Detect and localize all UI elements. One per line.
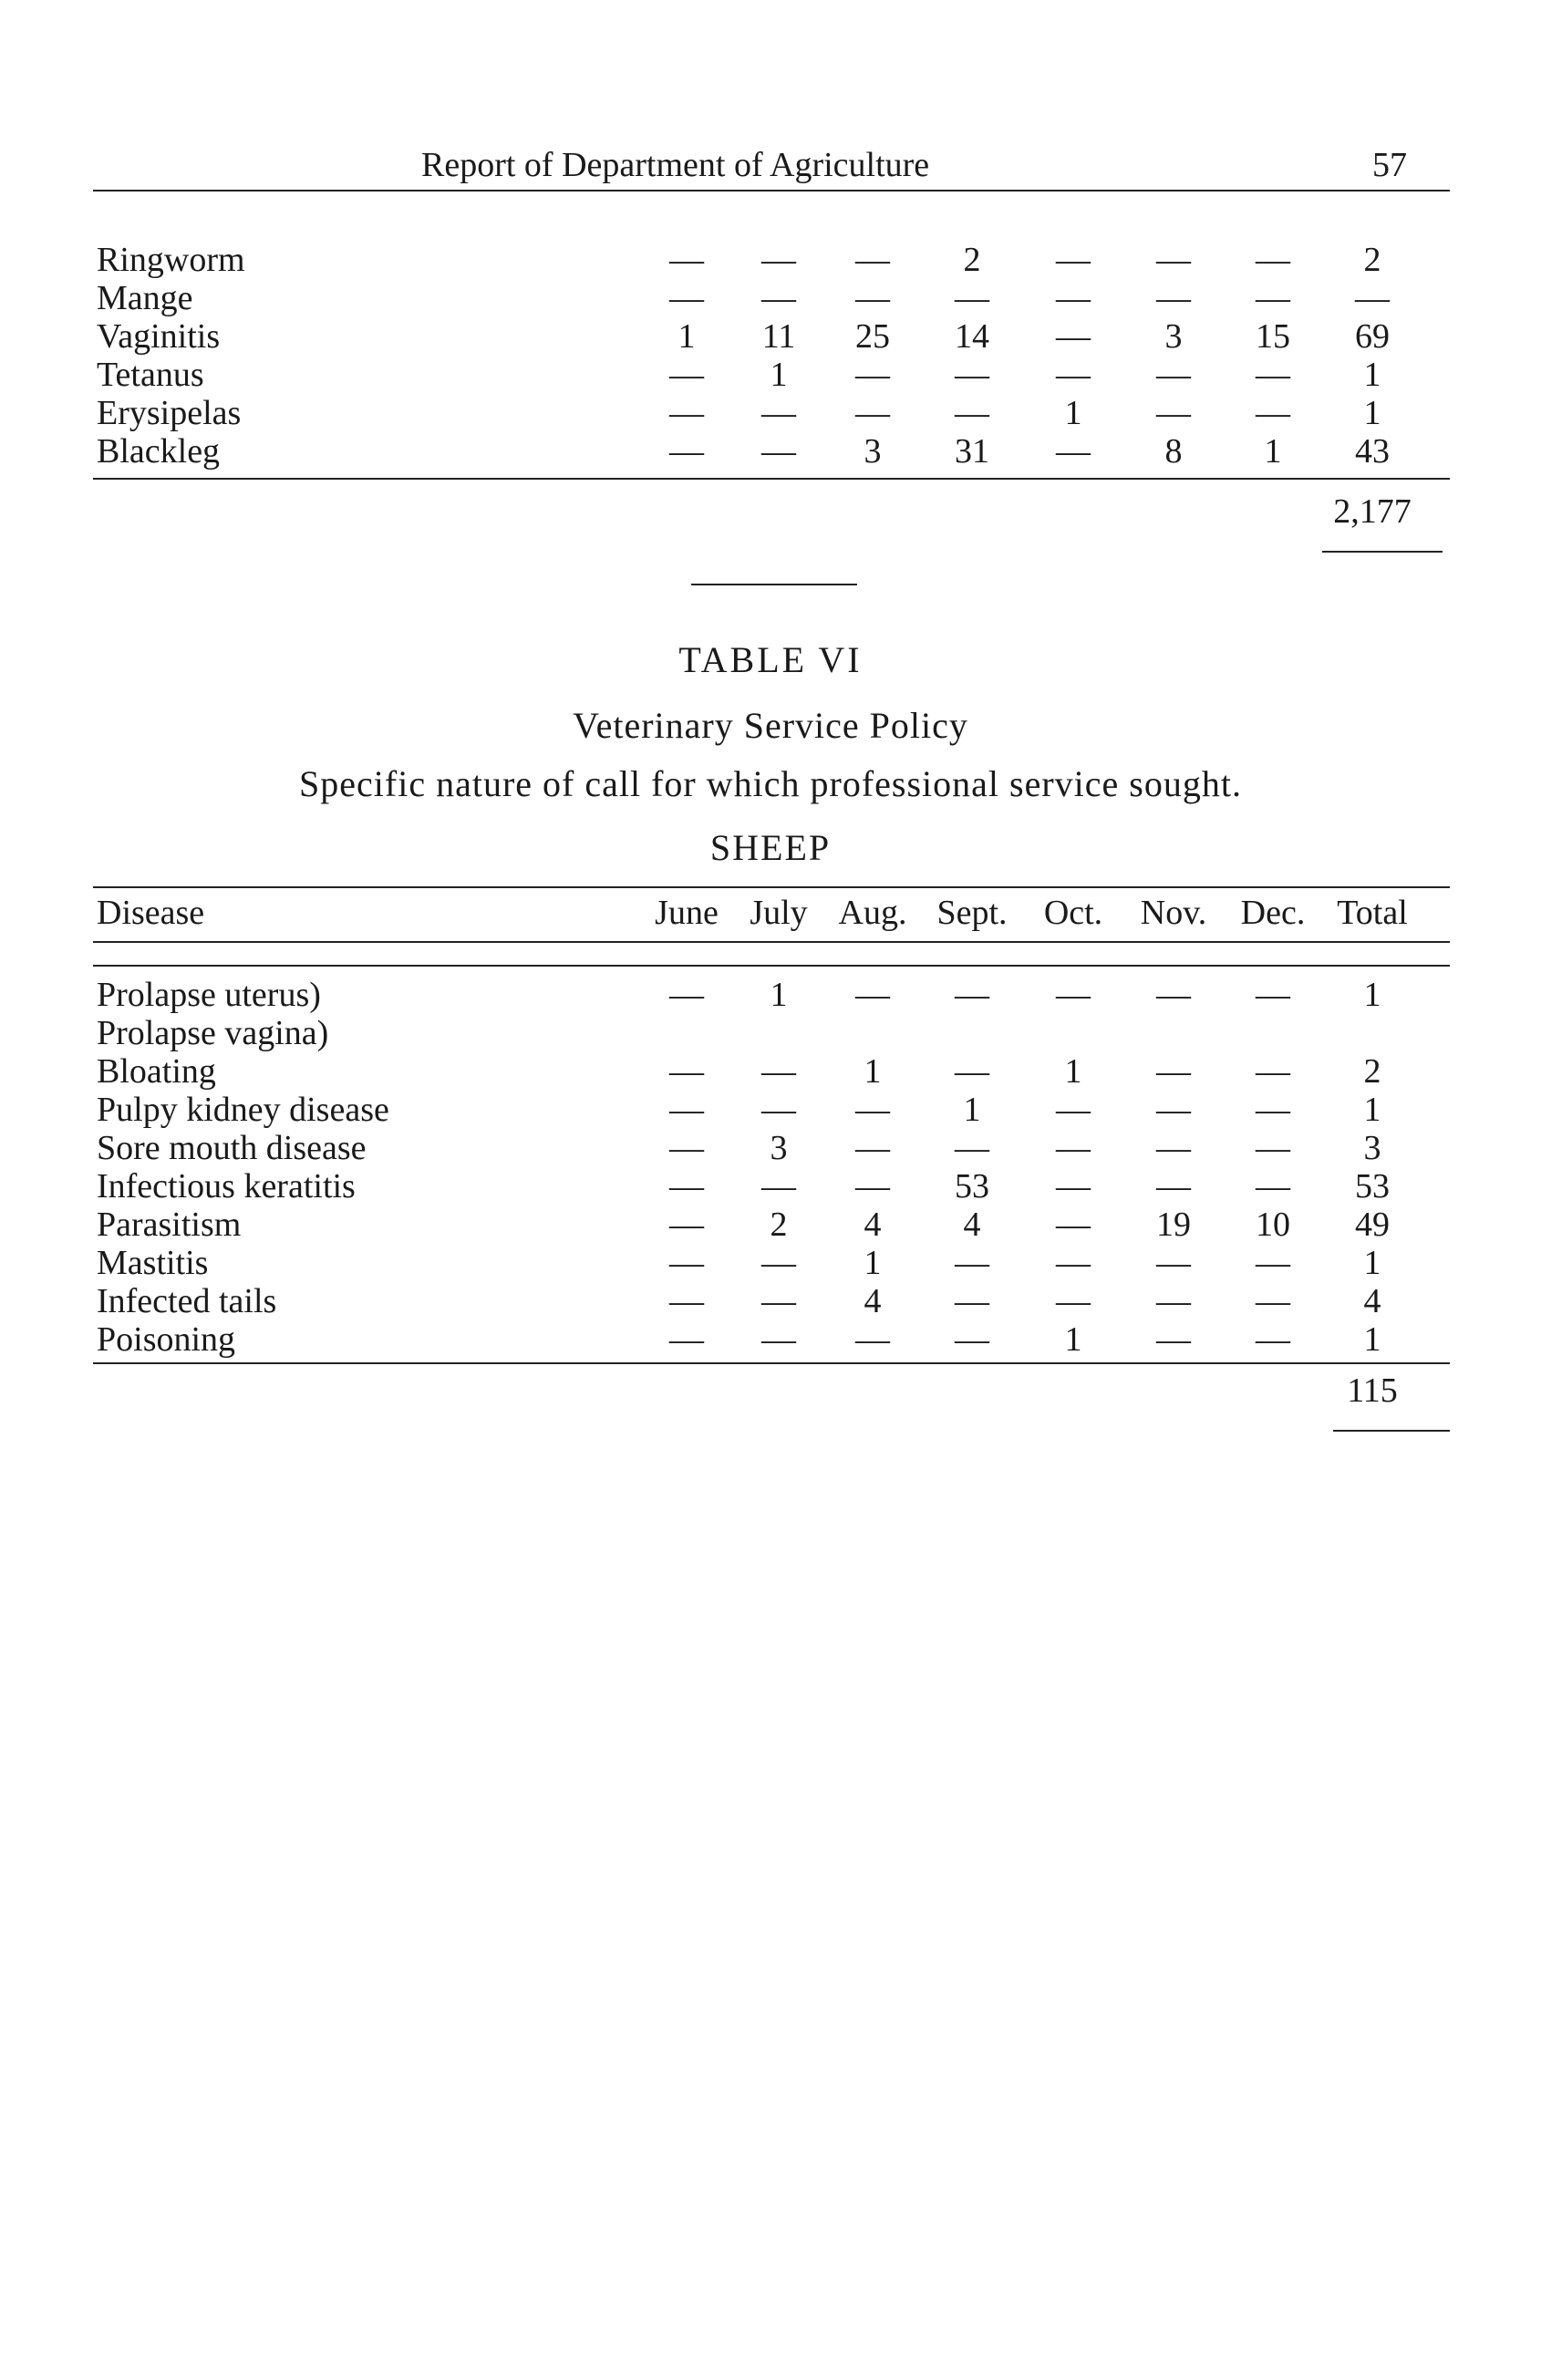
- continued-row-cell: 2: [963, 241, 981, 279]
- continued-row-cell: —: [855, 241, 890, 279]
- sheep-row-cell: 49: [1355, 1206, 1390, 1244]
- sheep-row-cell: 1: [1064, 1052, 1082, 1091]
- sheep-row-cell: 1: [1064, 1320, 1082, 1359]
- sheep-row-cell: 3: [1363, 1129, 1381, 1167]
- sheep-row-cell: —: [1256, 1091, 1290, 1129]
- sheep-row-cell: —: [955, 1320, 989, 1359]
- sheep-row-cell: —: [1256, 1320, 1290, 1359]
- continued-row-cell: —: [1156, 394, 1191, 432]
- sheep-row-cell: 2: [770, 1206, 788, 1244]
- continued-row-cell: —: [1256, 394, 1290, 432]
- continued-row-cell: —: [669, 279, 704, 317]
- sheep-row-cell: —: [1056, 1244, 1091, 1282]
- sheep-row-cell: —: [1056, 1091, 1091, 1129]
- sheep-row-cell: —: [761, 1320, 796, 1359]
- sheep-row-cell: —: [669, 1052, 704, 1091]
- continued-row-label: Tetanus: [97, 356, 204, 394]
- continued-row-cell: 1: [1363, 356, 1381, 394]
- column-header-disease: Disease: [97, 894, 205, 932]
- continued-row-cell: —: [1256, 356, 1290, 394]
- sheep-row-cell: —: [1256, 1129, 1290, 1167]
- sheep-row-cell: 4: [1363, 1282, 1381, 1320]
- column-header-month: Sept.: [936, 894, 1008, 932]
- sheep-row-cell: —: [855, 1167, 890, 1206]
- sheep-row-cell: —: [669, 976, 704, 1014]
- sheep-row-cell: —: [1156, 1052, 1191, 1091]
- sheep-row-label: Parasitism: [97, 1206, 242, 1244]
- continued-row-label: Mange: [97, 279, 193, 317]
- running-header-title: Report of Department of Agriculture: [421, 146, 930, 184]
- continued-row-cell: —: [1156, 279, 1191, 317]
- continued-row-cell: —: [1056, 279, 1091, 317]
- sheep-row-cell: 1: [1363, 1320, 1381, 1359]
- sheep-row-cell: —: [1156, 1244, 1191, 1282]
- column-header-month: Nov.: [1140, 894, 1207, 932]
- continued-row-label: Erysipelas: [97, 394, 242, 432]
- continued-row-cell: 1: [770, 356, 788, 394]
- sheep-row-cell: 4: [864, 1206, 882, 1244]
- sheep-row-cell: —: [855, 1320, 890, 1359]
- column-header-total: Total: [1337, 894, 1408, 932]
- table-number: TABLE VI: [678, 639, 863, 680]
- sheep-row-cell: —: [855, 976, 890, 1014]
- sheep-row-cell: —: [1256, 1282, 1290, 1320]
- sheep-row-cell: 10: [1256, 1206, 1290, 1244]
- sheep-row-cell: 2: [1363, 1052, 1381, 1091]
- continued-row-cell: —: [1256, 241, 1290, 279]
- sheep-row-cell: —: [955, 1129, 989, 1167]
- continued-row-cell: —: [1256, 279, 1290, 317]
- sheep-total-rule: [1333, 1430, 1450, 1432]
- sheep-row-cell: —: [1156, 1320, 1191, 1359]
- sheep-row-cell: —: [1156, 1129, 1191, 1167]
- sheep-row-cell: —: [669, 1167, 704, 1206]
- continued-row-cell: 31: [955, 432, 989, 471]
- continued-row-cell: —: [1056, 356, 1091, 394]
- sheep-row-cell: 1: [770, 976, 788, 1014]
- continued-grand-total: 2,177: [1333, 492, 1412, 531]
- column-header-month: Dec.: [1240, 894, 1306, 932]
- continued-row-cell: —: [1056, 317, 1091, 356]
- sheep-row-cell: —: [955, 1282, 989, 1320]
- sheep-row-cell: —: [955, 1052, 989, 1091]
- sheep-row-cell: 1: [1363, 976, 1381, 1014]
- sheep-row-cell: —: [761, 1244, 796, 1282]
- sheep-row-cell: —: [955, 976, 989, 1014]
- continued-row-cell: —: [955, 394, 989, 432]
- sheep-row-cell: 1: [1363, 1091, 1381, 1129]
- continued-row-cell: 3: [864, 432, 882, 471]
- sheep-row-cell: —: [1156, 1167, 1191, 1206]
- continued-row-cell: —: [761, 241, 796, 279]
- sheep-row-cell: —: [669, 1320, 704, 1359]
- continued-row-cell: —: [1156, 241, 1191, 279]
- sheep-row-label: Pulpy kidney disease: [97, 1091, 389, 1129]
- sheep-row-cell: —: [761, 1091, 796, 1129]
- continued-row-cell: —: [761, 394, 796, 432]
- sheep-row-label: Infectious keratitis: [97, 1167, 356, 1206]
- page-number: 57: [1372, 146, 1407, 184]
- continued-row-cell: —: [669, 241, 704, 279]
- sheep-row-cell: —: [1256, 1167, 1290, 1206]
- continued-row-cell: —: [855, 394, 890, 432]
- continued-row-cell: 43: [1355, 432, 1390, 471]
- sheep-row-label: Poisoning: [97, 1320, 236, 1359]
- sheep-row-cell: 4: [864, 1282, 882, 1320]
- column-header-month: Oct.: [1043, 894, 1103, 932]
- continued-row-cell: 1: [1363, 394, 1381, 432]
- continued-row-cell: 3: [1164, 317, 1183, 356]
- continued-row-cell: —: [955, 279, 989, 317]
- sheep-table-bottom-rule: [93, 1362, 1450, 1364]
- sheep-row-cell: 19: [1156, 1206, 1191, 1244]
- continued-row-cell: —: [1056, 432, 1091, 471]
- sheep-row-cell: —: [669, 1091, 704, 1129]
- sheep-row-cell: 1: [864, 1052, 882, 1091]
- sheep-row-label: Prolapse vagina): [97, 1014, 329, 1052]
- sheep-row-cell: 1: [1363, 1244, 1381, 1282]
- continued-row-cell: 8: [1164, 432, 1183, 471]
- sheep-row-label: Mastitis: [97, 1244, 209, 1282]
- continued-row-cell: 1: [1064, 394, 1082, 432]
- sheep-row-cell: —: [1056, 1282, 1091, 1320]
- continued-row-cell: —: [669, 356, 704, 394]
- continued-row-cell: 69: [1355, 317, 1390, 356]
- column-header-month: July: [750, 894, 808, 932]
- continued-row-cell: 2: [1363, 241, 1381, 279]
- continued-row-label: Ringworm: [97, 241, 245, 279]
- sheep-row-cell: —: [1156, 976, 1191, 1014]
- sheep-row-label: Infected tails: [97, 1282, 277, 1320]
- sheep-row-cell: —: [761, 1167, 796, 1206]
- sheep-row-cell: —: [761, 1282, 796, 1320]
- continued-row-cell: —: [761, 279, 796, 317]
- continued-row-cell: 1: [1264, 432, 1282, 471]
- sheep-row-cell: —: [855, 1129, 890, 1167]
- continued-row-cell: —: [669, 432, 704, 471]
- sheep-row-cell: 1: [864, 1244, 882, 1282]
- column-header-month: Aug.: [838, 894, 907, 932]
- sheep-row-cell: —: [669, 1206, 704, 1244]
- continued-row-cell: 15: [1256, 317, 1290, 356]
- continued-row-cell: —: [855, 356, 890, 394]
- sheep-row-cell: —: [1056, 1206, 1091, 1244]
- continued-row-label: Vaginitis: [97, 317, 221, 356]
- sheep-row-label: Prolapse uterus): [97, 976, 321, 1014]
- sheep-row-cell: —: [761, 1052, 796, 1091]
- sheep-row-cell: —: [855, 1091, 890, 1129]
- sheep-row-cell: 53: [955, 1167, 989, 1206]
- sheep-row-cell: 3: [770, 1129, 788, 1167]
- sheep-row-cell: —: [1156, 1282, 1191, 1320]
- sheep-row-cell: 53: [1355, 1167, 1390, 1206]
- sheep-row-cell: —: [1156, 1091, 1191, 1129]
- sheep-grand-total: 115: [1347, 1371, 1398, 1410]
- continued-row-cell: 14: [955, 317, 989, 356]
- sheep-row-label: Bloating: [97, 1052, 216, 1091]
- continued-row-cell: 25: [855, 317, 890, 356]
- continued-row-cell: 11: [761, 317, 796, 356]
- sheep-row-cell: —: [1256, 1244, 1290, 1282]
- sheep-row-cell: —: [1256, 1052, 1290, 1091]
- continued-row-cell: —: [1355, 279, 1390, 317]
- sheep-row-cell: —: [1056, 1129, 1091, 1167]
- continued-row-cell: —: [955, 356, 989, 394]
- animal-heading: SHEEP: [709, 827, 832, 868]
- continued-row-cell: —: [855, 279, 890, 317]
- continued-row-cell: —: [669, 394, 704, 432]
- column-header-month: June: [655, 894, 719, 932]
- sheep-row-cell: —: [669, 1244, 704, 1282]
- sheep-row-cell: —: [669, 1129, 704, 1167]
- continued-row-cell: —: [761, 432, 796, 471]
- table-subtitle: Specific nature of call for which professional service sought.: [299, 763, 1242, 804]
- sheep-row-cell: 1: [963, 1091, 981, 1129]
- sheep-row-cell: 4: [963, 1206, 981, 1244]
- sheep-row-cell: —: [1056, 976, 1091, 1014]
- continued-row-cell: —: [1156, 356, 1191, 394]
- sheep-row-cell: —: [955, 1244, 989, 1282]
- continued-row-cell: 1: [677, 317, 696, 356]
- table-title: Veterinary Service Policy: [573, 705, 968, 746]
- sheep-row-cell: —: [1256, 976, 1290, 1014]
- sheep-row-cell: —: [669, 1282, 704, 1320]
- continued-row-label: Blackleg: [97, 432, 221, 471]
- continued-row-cell: —: [1056, 241, 1091, 279]
- sheep-row-label: Sore mouth disease: [97, 1129, 367, 1167]
- sheep-row-cell: —: [1056, 1167, 1091, 1206]
